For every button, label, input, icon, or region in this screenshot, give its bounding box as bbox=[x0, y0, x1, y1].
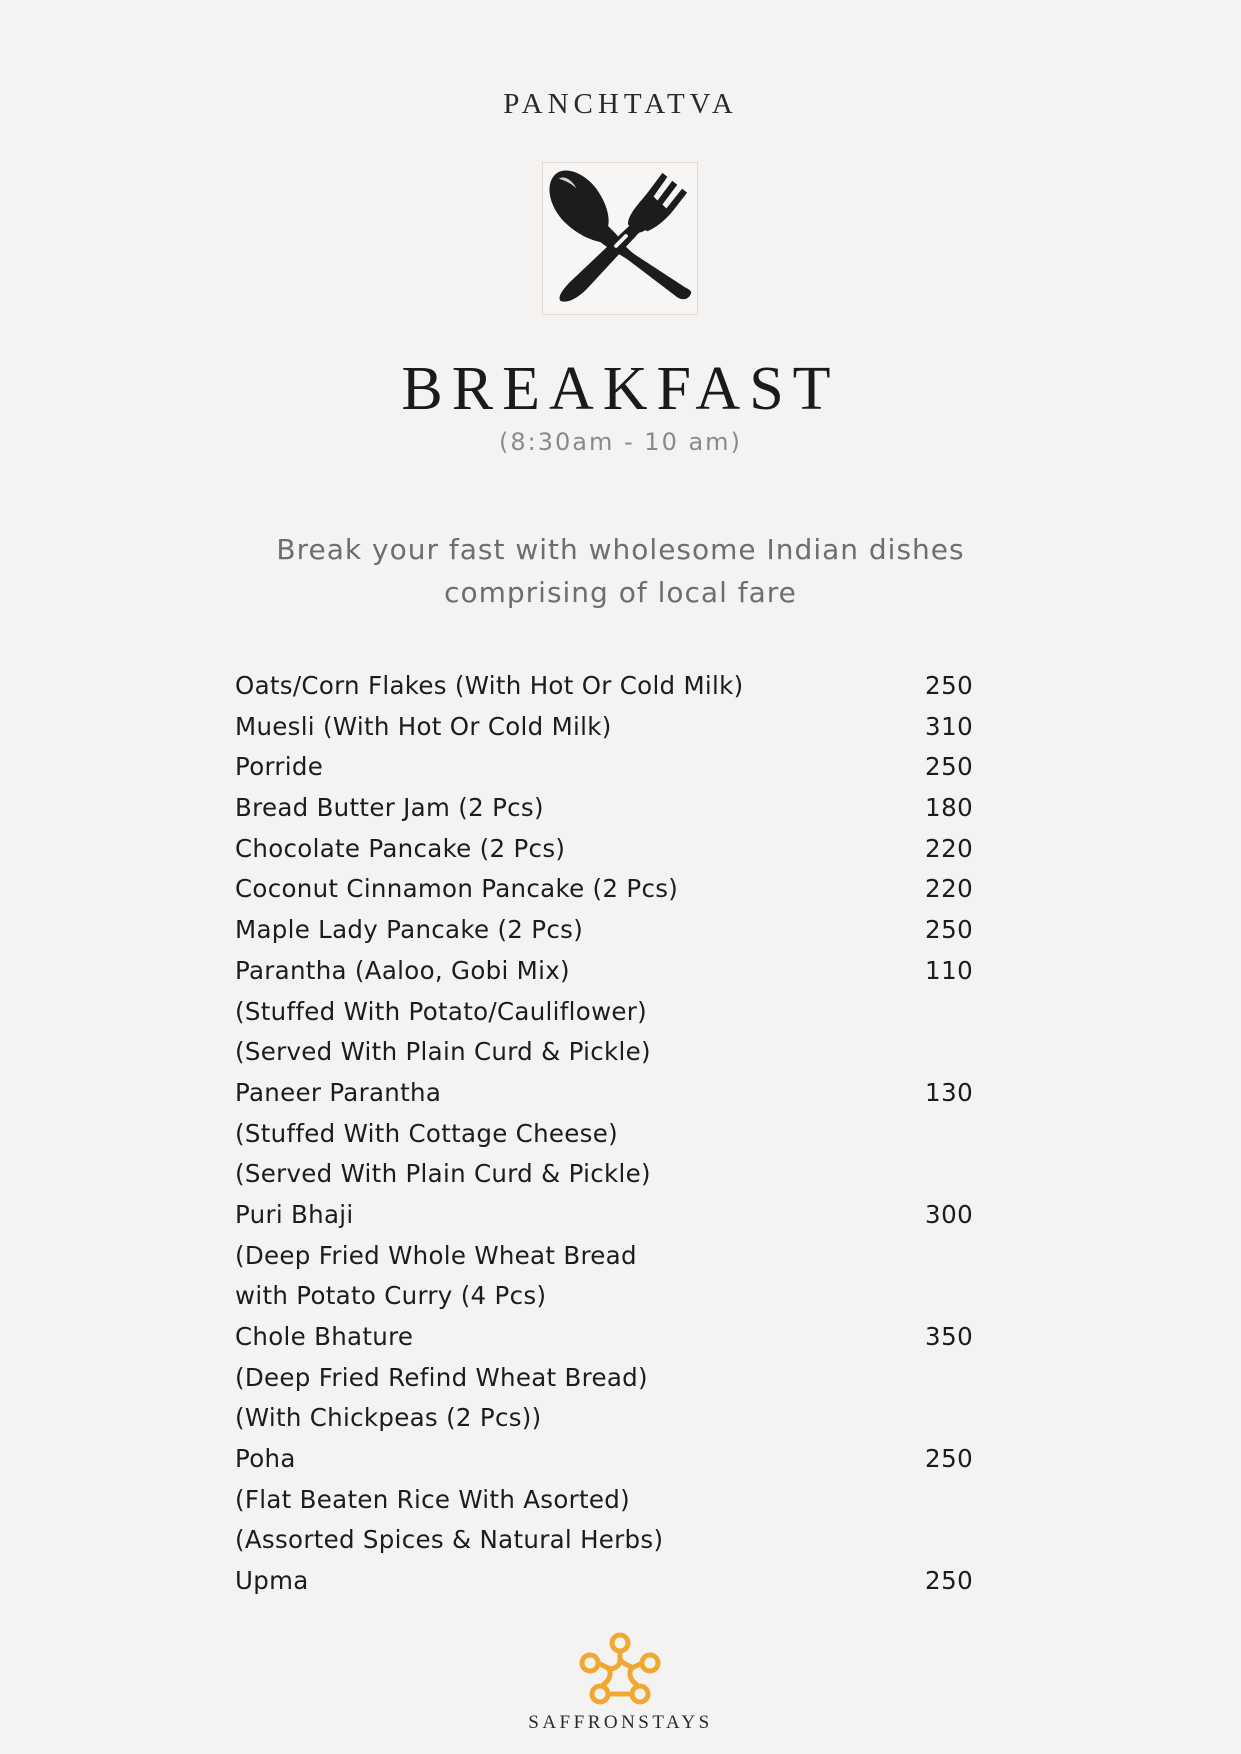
menu-item-description: (With Chickpeas (2 Pcs)) bbox=[235, 1403, 542, 1433]
menu-item-price: 300 bbox=[925, 1199, 974, 1229]
menu-row bbox=[235, 1398, 995, 1439]
menu-row bbox=[235, 1276, 995, 1317]
intro-text bbox=[0, 528, 1241, 614]
serving-hours: (8:30am - 10 am) bbox=[499, 428, 742, 456]
menu-row bbox=[235, 1520, 995, 1561]
cutlery-icon bbox=[542, 162, 698, 315]
menu-row bbox=[235, 707, 995, 748]
menu-item-price: 250 bbox=[925, 1566, 974, 1596]
menu-item-name: Maple Lady Pancake (2 Pcs) bbox=[235, 915, 584, 945]
menu-row bbox=[235, 829, 995, 870]
menu-item-name: Bread Butter Jam (2 Pcs) bbox=[235, 793, 544, 823]
menu-item-description: (Stuffed With Potato/Cauliflower) bbox=[235, 996, 648, 1026]
menu-item-price: 180 bbox=[925, 793, 974, 823]
menu-item-price: 250 bbox=[925, 1444, 974, 1474]
menu-row bbox=[235, 869, 995, 910]
brand-name: PANCHTATVA bbox=[503, 88, 738, 120]
menu-row bbox=[235, 1358, 995, 1399]
menu-item-name: Coconut Cinnamon Pancake (2 Pcs) bbox=[235, 874, 679, 904]
menu-row bbox=[235, 1317, 995, 1358]
menu-row bbox=[235, 1561, 995, 1602]
menu-list bbox=[235, 666, 995, 1602]
menu-row bbox=[235, 910, 995, 951]
menu-item-price: 310 bbox=[925, 711, 974, 741]
menu-row bbox=[235, 1114, 995, 1155]
menu-item-description: with Potato Curry (4 Pcs) bbox=[235, 1281, 547, 1311]
menu-item-description: (Stuffed With Cottage Cheese) bbox=[235, 1118, 618, 1148]
menu-item-price: 250 bbox=[925, 752, 974, 782]
menu-item-price: 220 bbox=[925, 874, 974, 904]
menu-row bbox=[235, 1439, 995, 1480]
menu-item-description: (Deep Fried Whole Wheat Bread bbox=[235, 1240, 637, 1270]
menu-row bbox=[235, 1032, 995, 1073]
menu-item-price: 250 bbox=[925, 915, 974, 945]
menu-row bbox=[235, 992, 995, 1033]
menu-item-name: Paneer Parantha bbox=[235, 1077, 442, 1107]
saffronstays-logo-icon bbox=[576, 1630, 664, 1708]
menu-item-description: (Served With Plain Curd & Pickle) bbox=[235, 1159, 651, 1189]
menu-item-price: 220 bbox=[925, 833, 974, 863]
intro-line-2: comprising of local fare bbox=[444, 576, 797, 609]
menu-item-name: Oats/Corn Flakes (With Hot Or Cold Milk) bbox=[235, 671, 744, 700]
menu-row bbox=[235, 788, 995, 829]
menu-row bbox=[235, 1154, 995, 1195]
menu-row bbox=[235, 1236, 995, 1277]
menu-item-name: Chocolate Pancake (2 Pcs) bbox=[235, 833, 566, 863]
menu-item-price: 130 bbox=[925, 1077, 974, 1107]
menu-row bbox=[235, 666, 995, 707]
menu-row bbox=[235, 1073, 995, 1114]
menu-item-description: (Flat Beaten Rice With Asorted) bbox=[235, 1484, 631, 1514]
menu-item-description: (Served With Plain Curd & Pickle) bbox=[235, 1037, 651, 1067]
menu-item-price: 110 bbox=[925, 955, 974, 985]
menu-item-price: 250 bbox=[925, 671, 974, 700]
menu-row bbox=[235, 1480, 995, 1521]
menu-item-name: Parantha (Aaloo, Gobi Mix) bbox=[235, 955, 570, 985]
page-title: BREAKFAST bbox=[401, 355, 840, 423]
menu-row bbox=[235, 951, 995, 992]
footer-brand: SAFFRONSTAYS bbox=[528, 1712, 713, 1733]
menu-row bbox=[235, 1195, 995, 1236]
menu-item-name: Muesli (With Hot Or Cold Milk) bbox=[235, 711, 612, 741]
menu-item-price: 350 bbox=[925, 1322, 974, 1351]
menu-item-name: Poha bbox=[235, 1444, 296, 1474]
menu-item-description: (Deep Fried Refind Wheat Bread) bbox=[235, 1362, 648, 1392]
menu-row bbox=[235, 747, 995, 788]
menu-item-name: Chole Bhature bbox=[235, 1322, 414, 1351]
menu-item-name: Puri Bhaji bbox=[235, 1199, 354, 1229]
menu-item-description: (Assorted Spices & Natural Herbs) bbox=[235, 1525, 664, 1555]
menu-item-name: Porride bbox=[235, 752, 324, 782]
menu-item-name: Upma bbox=[235, 1566, 309, 1596]
intro-line-1: Break your fast with wholesome Indian dishes bbox=[276, 533, 965, 566]
